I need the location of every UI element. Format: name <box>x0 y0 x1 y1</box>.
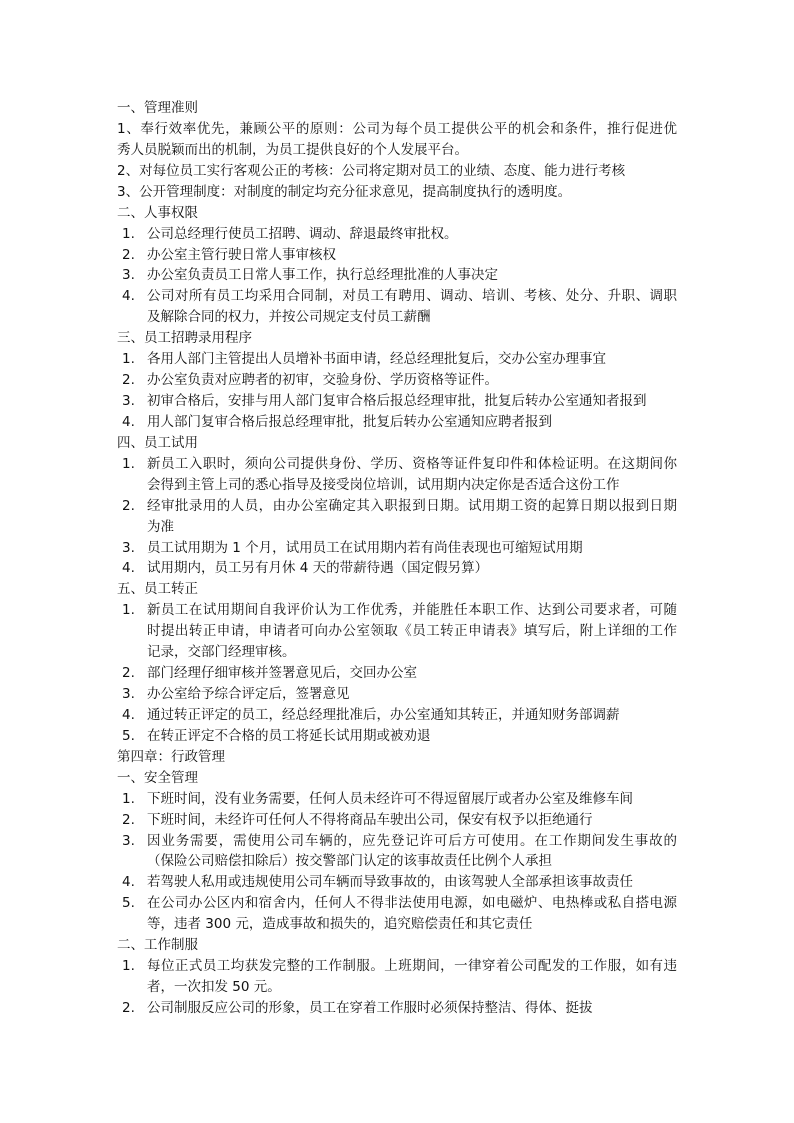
list-item-line <box>0 370 794 390</box>
list-item-number: 3. <box>122 539 135 556</box>
paragraph-text: 2、对每位员工实行客观公正的考核：公司将定期对员工的业绩、态度、能力进行考核 <box>117 162 626 179</box>
list-item-text: 因业务需要，需使用公司车辆的，应先登记许可后方可使用。在工作期间发生事故的 <box>147 832 678 849</box>
list-item-text: 办公室给予综合评定后，签署意见 <box>147 686 350 703</box>
list-item-number: 2. <box>122 497 135 514</box>
list-item-text: 各用人部门主管提出人员增补书面申请，经总经理批复后，交办公室办理事宜 <box>147 351 606 368</box>
paragraph-text: 3、公开管理制度：对制度的制定均充分征求意见，提高制度执行的透明度。 <box>117 183 572 200</box>
list-item-line <box>0 642 794 662</box>
list-item-text: 经审批录用的人员，由办公室确定其入职报到日期。试用期工资的起算日期以报到日期 <box>147 497 678 514</box>
list-item-text: 为准 <box>147 518 174 535</box>
list-item-text: 公司总经理行使员工招聘、调动、辞退最终审批权。 <box>147 225 458 242</box>
list-item-text: 公司对所有员工均采用合同制，对员工有聘用、调动、培训、考核、处分、升职、调职 <box>147 288 678 305</box>
list-item-text: 办公室负责员工日常人事工作，执行总经理批准的人事决定 <box>147 267 498 284</box>
list-item-number: 1. <box>122 351 135 368</box>
paragraph-line <box>0 161 794 181</box>
section-heading-text: 五、员工转正 <box>117 581 198 598</box>
list-item-text: 及解除合同的权力，并按公司规定支付员工薪酬 <box>147 309 431 326</box>
section-heading <box>0 935 794 955</box>
list-item-text: 初审合格后，安排与用人部门复审合格后报总经理审批，批复后转办公室通知者报到 <box>147 393 647 410</box>
section-heading <box>0 747 794 767</box>
list-item-number: 4. <box>122 413 135 430</box>
list-item-text: 每位正式员工均获发完整的工作制服。上班期间，一律穿着公司配发的工作服，如有违 <box>147 958 678 975</box>
section-heading <box>0 768 794 788</box>
list-item-number: 1. <box>122 602 135 619</box>
list-item-number: 4. <box>122 706 135 723</box>
list-item-number: 4. <box>122 288 135 305</box>
list-item-line <box>0 412 794 432</box>
list-item-number: 5. <box>122 895 135 912</box>
list-item-text: 时提出转正申请，申请者可向办公室领取《员工转正申请表》填写后，附上详细的工作 <box>147 623 678 640</box>
list-item-text: 记录，交部门经理审核。 <box>147 644 296 661</box>
list-item-line <box>0 663 794 683</box>
list-item-text: 试用期内，员工另有月休 4 天的带薪待遇（国定假另算） <box>147 560 489 577</box>
list-item-text: 新员工入职时，须向公司提供身份、学历、资格等证件复印件和体检证明。在这期间你 <box>147 455 678 472</box>
section-heading-text: 第四章：行政管理 <box>117 748 225 765</box>
section-heading-text: 四、员工试用 <box>117 434 198 451</box>
list-item-line <box>0 998 794 1018</box>
list-item-line <box>0 851 794 871</box>
list-item-line <box>0 391 794 411</box>
list-item-line <box>0 977 794 997</box>
list-item-number: 4. <box>122 560 135 577</box>
section-heading-text: 二、人事权限 <box>117 204 198 221</box>
list-item-number: 2. <box>122 372 135 389</box>
section-heading <box>0 203 794 223</box>
list-item-text: 部门经理仔细审核并签署意见后，交回办公室 <box>147 665 417 682</box>
list-item-text: 新员工在试用期间自我评价认为工作优秀，并能胜任本职工作、达到公司要求者，可随 <box>147 602 678 619</box>
list-item-line <box>0 726 794 746</box>
section-heading <box>0 98 794 118</box>
list-item-text: 下班时间，没有业务需要，任何人员未经许可不得逗留展厅或者办公室及维修车间 <box>147 790 633 807</box>
paragraph-line <box>0 119 794 139</box>
paragraph-line <box>0 140 794 160</box>
list-item-line <box>0 265 794 285</box>
list-item-line <box>0 893 794 913</box>
list-item-line <box>0 286 794 306</box>
list-item-number: 5. <box>122 727 135 744</box>
list-item-number: 1. <box>122 225 135 242</box>
list-item-line <box>0 872 794 892</box>
list-item-text: （保险公司赔偿扣除后）按交警部门认定的该事故责任比例个人承担 <box>147 853 552 870</box>
list-item-number: 1. <box>122 790 135 807</box>
list-item-line <box>0 621 794 641</box>
list-item-line <box>0 245 794 265</box>
list-item-line <box>0 349 794 369</box>
paragraph-line <box>0 182 794 202</box>
list-item-number: 1. <box>122 455 135 472</box>
list-item-line <box>0 684 794 704</box>
list-item-text: 员工试用期为 1 个月，试用员工在试用期内若有尚佳表现也可缩短试用期 <box>147 539 583 556</box>
section-heading-text: 一、管理准则 <box>117 100 198 116</box>
list-item-text: 公司制服反应公司的形象，员工在穿着工作服时必须保持整洁、得体、挺拔 <box>147 999 593 1016</box>
list-item-text: 通过转正评定的员工，经总经理批准后，办公室通知其转正，并通知财务部调薪 <box>147 706 620 723</box>
list-item-number: 3. <box>122 267 135 284</box>
list-item-line <box>0 224 794 244</box>
paragraph-text: 1、奉行效率优先，兼顾公平的原则：公司为每个员工提供公平的机会和条件，推行促进优 <box>117 120 678 137</box>
list-item-number: 2. <box>122 811 135 828</box>
list-item-text: 在转正评定不合格的员工将延长试用期或被劝退 <box>147 727 431 744</box>
list-item-number: 3. <box>122 393 135 410</box>
list-item-line <box>0 789 794 809</box>
list-item-line <box>0 538 794 558</box>
section-heading-text: 二、工作制服 <box>117 937 198 954</box>
list-item-text: 者，一次扣发 50 元。 <box>147 979 281 996</box>
list-item-line <box>0 307 794 327</box>
list-item-text: 办公室主管行驶日常人事审核权 <box>147 246 336 263</box>
list-item-line <box>0 600 794 620</box>
list-item-line <box>0 810 794 830</box>
list-item-text: 若驾驶人私用或违规使用公司车辆而导致事故的，由该驾驶人全部承担该事故责任 <box>147 874 633 891</box>
list-item-text: 办公室负责对应聘者的初审，交验身份、学历资格等证件。 <box>147 372 498 389</box>
list-item-number: 2. <box>122 665 135 682</box>
section-heading-text: 三、员工招聘录用程序 <box>117 330 252 347</box>
list-item-number: 2. <box>122 246 135 263</box>
list-item-line <box>0 517 794 537</box>
list-item-text: 会得到主管上司的悉心指导及接受岗位培训，试用期内决定你是否适合这份工作 <box>147 476 620 493</box>
list-item-line <box>0 831 794 851</box>
section-heading <box>0 433 794 453</box>
list-item-number: 3. <box>122 832 135 849</box>
list-item-line <box>0 454 794 474</box>
list-item-text: 用人部门复审合格后报总经理审批，批复后转办公室通知应聘者报到 <box>147 413 552 430</box>
list-item-text: 等，违者 300 元，造成事故和损失的，追究赔偿责任和其它责任 <box>147 916 533 933</box>
list-item-number: 2. <box>122 999 135 1016</box>
section-heading-text: 一、安全管理 <box>117 769 198 786</box>
list-item-line <box>0 496 794 516</box>
list-item-number: 4. <box>122 874 135 891</box>
section-heading <box>0 328 794 348</box>
list-item-text: 下班时间，未经许可任何人不得将商品车驶出公司，保安有权予以拒绝通行 <box>147 811 593 828</box>
list-item-text: 在公司办公区内和宿舍内，任何人不得非法使用电源，如电磁炉、电热棒或私自搭电源 <box>147 895 678 912</box>
list-item-line <box>0 956 794 976</box>
paragraph-text: 秀人员脱颖而出的机制，为员工提供良好的个人发展平台。 <box>117 141 468 158</box>
list-item-line <box>0 705 794 725</box>
list-item-number: 3. <box>122 686 135 703</box>
list-item-number: 1. <box>122 958 135 975</box>
section-heading <box>0 579 794 599</box>
list-item-line <box>0 914 794 934</box>
list-item-line <box>0 475 794 495</box>
list-item-line <box>0 558 794 578</box>
